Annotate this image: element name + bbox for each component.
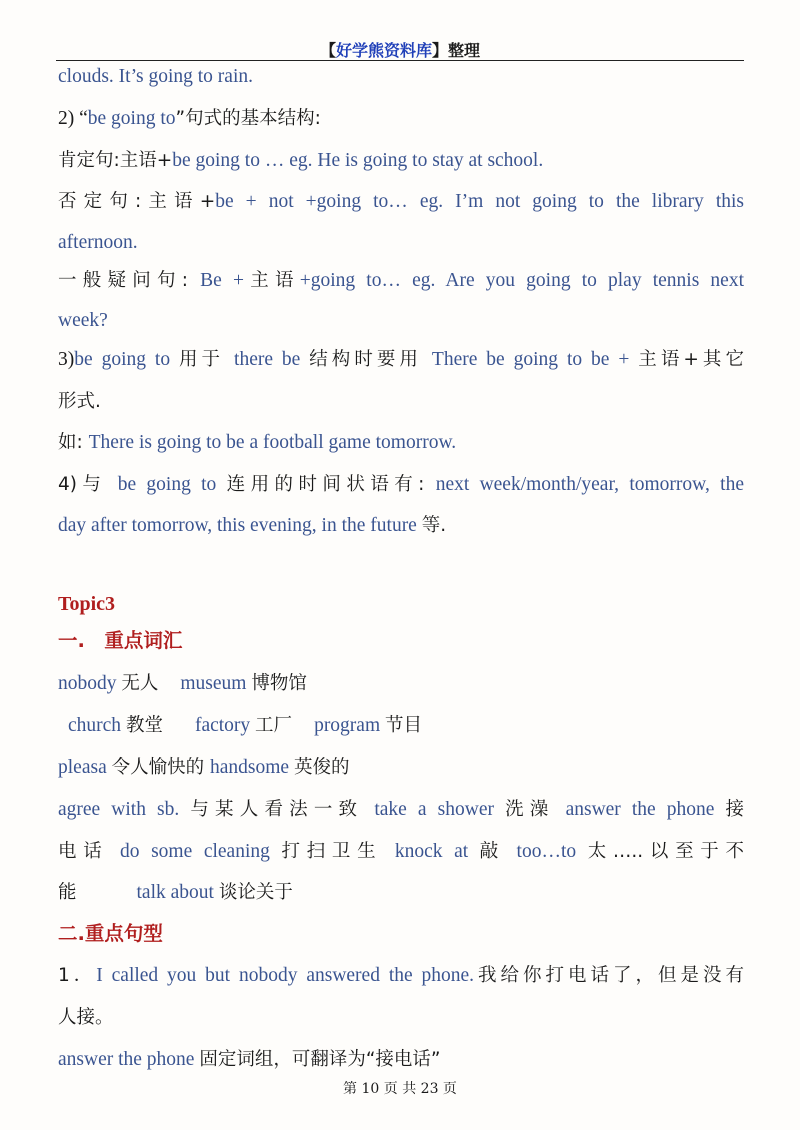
text-span: 2) “ xyxy=(58,108,88,129)
text-span: I called you but nobody answered the phone. xyxy=(96,965,475,986)
text-span: 主语+其它 xyxy=(638,349,744,370)
vocab-meaning: 太…..以至于不 xyxy=(587,841,744,862)
text-span: +going to… eg. Are you going to play tennis next xyxy=(299,270,744,291)
text-span: next week/month/year, tomorrow, the xyxy=(435,474,744,495)
text-span: There is going to be a football game tomorrow. xyxy=(88,432,457,453)
text-span: answer the phone xyxy=(58,1049,200,1070)
header-rule xyxy=(56,60,744,61)
text-span: There be going to be + xyxy=(431,349,639,370)
text-line xyxy=(58,511,744,541)
sentence-line xyxy=(58,961,744,991)
vocab-line xyxy=(58,878,744,908)
text-span: 我给你打电话了，但是没有 xyxy=(474,965,744,986)
vocab-meaning: 无人 xyxy=(121,673,159,694)
header-brand: 好学熊资料库 xyxy=(335,41,432,60)
text-span: 形式. xyxy=(58,391,101,412)
text-span: 一般疑问句: xyxy=(58,270,201,291)
text-span: be going to xyxy=(87,108,176,129)
text-span: 等. xyxy=(421,515,447,536)
vocab-meaning: 谈论关于 xyxy=(218,882,293,903)
vocab-word: answer the phone xyxy=(565,799,726,820)
sentence-line xyxy=(58,1045,744,1075)
text-line xyxy=(58,187,744,217)
section-heading-vocab: 一. 重点词汇 xyxy=(58,629,183,652)
header-bracket-open: 【 xyxy=(319,41,336,60)
vocab-word: talk about xyxy=(136,882,219,903)
vocab-meaning: 洗澡 xyxy=(505,799,555,820)
vocab-meaning: 能 xyxy=(58,882,77,903)
vocab-word: handsome xyxy=(210,757,294,778)
vocab-word: program xyxy=(314,715,385,736)
vocab-meaning: 令人愉快的 xyxy=(111,757,210,778)
header-bracket-close: 】 xyxy=(432,41,449,60)
vocab-word: nobody xyxy=(58,673,122,694)
vocab-word: agree with sb. xyxy=(58,799,191,820)
text-line xyxy=(58,104,744,134)
vocab-word: pleasa xyxy=(58,757,112,778)
text-span: 4)与 xyxy=(58,474,118,495)
sentence-line xyxy=(58,1003,744,1033)
text-span: 结构时要用 xyxy=(309,349,432,370)
text-span: 3) xyxy=(58,349,75,370)
text-line xyxy=(58,428,744,458)
text-line xyxy=(58,228,744,258)
page-header xyxy=(0,38,800,61)
vocab-word: do some cleaning xyxy=(120,841,282,862)
text-span: be + not +going to… eg. I’m not going to the library this xyxy=(215,191,744,212)
vocab-meaning: 英俊的 xyxy=(293,757,350,778)
section-heading-sentences: 二.重点句型 xyxy=(58,922,163,945)
text-line xyxy=(58,62,744,92)
text-span: 连用的时间状语有: xyxy=(226,474,436,495)
header-suffix: 整理 xyxy=(448,41,481,60)
text-span: 肯定句:主语+ xyxy=(58,150,173,171)
vocab-word: factory xyxy=(194,715,256,736)
text-line xyxy=(58,306,744,336)
text-span: 1． xyxy=(58,965,97,986)
text-span: 固定词组，可翻译为“接电话” xyxy=(199,1049,441,1070)
vocab-meaning: 敲 xyxy=(479,841,505,862)
vocab-meaning: 与某人看法一致 xyxy=(190,799,364,820)
text-span: Be + xyxy=(200,270,244,291)
vocab-word: knock at xyxy=(394,841,480,862)
topic-heading: Topic3 xyxy=(58,593,116,615)
text-line xyxy=(58,345,744,375)
text-span: 主语 xyxy=(243,270,300,291)
text-span: clouds. It’s going to rain. xyxy=(58,66,253,87)
text-span: 人接。 xyxy=(58,1007,114,1028)
vocab-meaning: 博物馆 xyxy=(251,673,307,694)
text-span: 否定句:主语+ xyxy=(58,191,216,212)
vocab-word: too…to xyxy=(516,841,588,862)
text-line xyxy=(58,470,744,500)
vocab-word: museum xyxy=(180,673,252,694)
vocab-meaning: 节目 xyxy=(385,715,423,736)
text-span: be going to xyxy=(117,474,227,495)
vocab-line xyxy=(68,711,744,741)
text-span: be going to … eg. He is going to stay at school. xyxy=(172,150,544,171)
page-footer: 第 10 页 共 23 页 xyxy=(343,1081,457,1097)
text-span: afternoon. xyxy=(58,232,138,253)
text-line xyxy=(58,266,744,296)
vocab-word: church xyxy=(68,715,126,736)
vocab-line xyxy=(58,669,744,699)
text-span: ”句式的基本结构: xyxy=(175,108,321,129)
text-line xyxy=(58,387,744,417)
text-span: be going to xyxy=(74,349,180,370)
text-line xyxy=(58,146,744,176)
text-span: week? xyxy=(58,310,108,331)
vocab-meaning: 打扫卫生 xyxy=(281,841,395,862)
vocab-word: take a shower xyxy=(374,799,506,820)
vocab-line xyxy=(58,795,744,825)
text-span: day after tomorrow, this evening, in the future xyxy=(58,515,422,536)
text-span: 用于 xyxy=(179,349,235,370)
vocab-meaning: 接 xyxy=(725,799,745,820)
vocab-meaning: 工厂 xyxy=(255,715,293,736)
text-span: there be xyxy=(234,349,310,370)
vocab-meaning: 电话 xyxy=(58,841,109,862)
vocab-meaning: 教堂 xyxy=(125,715,163,736)
text-span: 如: xyxy=(58,432,89,453)
vocab-line xyxy=(58,753,744,783)
vocab-line xyxy=(58,837,744,867)
